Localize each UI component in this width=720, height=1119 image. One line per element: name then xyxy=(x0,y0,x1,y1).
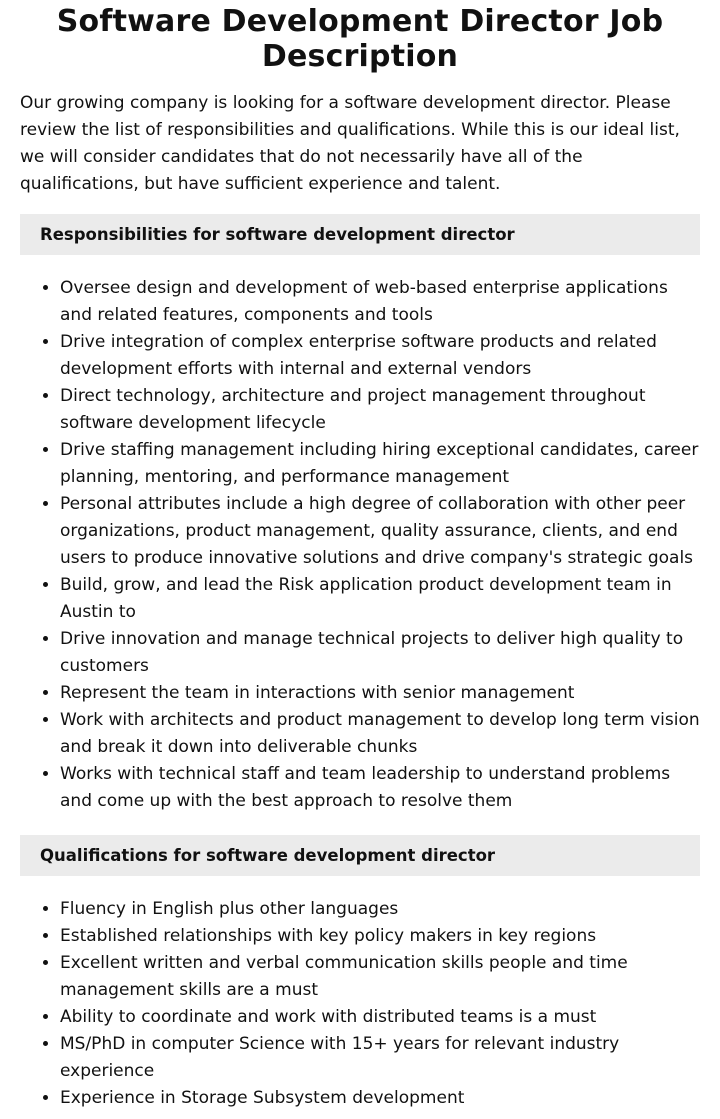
responsibilities-list xyxy=(20,275,700,815)
intro-paragraph: Our growing company is looking for a software development director. Please review the list of responsibilities and qualifications. While this is our ideal list, we will consider candidates that do not necessarily have all of the qualifications, but have sufficient experience and talent. xyxy=(20,93,680,194)
list-item: • Drive integration of complex enterprise software products and related development efforts with internal and external vendors xyxy=(60,329,700,383)
list-item: • Experience in Storage Subsystem development xyxy=(60,1085,700,1112)
list-item: • MS/PhD in computer Science with 15+ years for relevant industry experience xyxy=(60,1031,700,1085)
list-item: • Direct technology, architecture and project management throughout software development lifecycle xyxy=(60,383,700,437)
list-item: • Works with technical staff and team leadership to understand problems and come up with the best approach to resolve them xyxy=(60,761,700,815)
qualifications-heading: Qualifications for software development director xyxy=(20,835,700,876)
list-item: • Represent the team in interactions with senior management xyxy=(60,680,700,707)
list-item: • Established relationships with key policy makers in key regions xyxy=(60,923,700,950)
list-item: • Oversee design and development of web-based enterprise applications and related features, components and tools xyxy=(60,275,700,329)
list-item: • Drive staffing management including hiring exceptional candidates, career planning, mentoring, and performance management xyxy=(60,437,700,491)
page-title: Software Development Director Job Description xyxy=(56,4,664,74)
list-item: • Work with architects and product management to develop long term vision and break it down into deliverable chunks xyxy=(60,707,700,761)
list-item: • Excellent written and verbal communication skills people and time management skills are a must xyxy=(60,950,700,1004)
list-item: • Drive innovation and manage technical projects to deliver high quality to customers xyxy=(60,626,700,680)
list-item: • Ability to coordinate and work with distributed teams is a must xyxy=(60,1004,700,1031)
list-item: • Fluency in English plus other languages xyxy=(60,896,700,923)
responsibilities-heading: Responsibilities for software development director xyxy=(20,214,700,255)
list-item: • Build, grow, and lead the Risk application product development team in Austin to xyxy=(60,572,700,626)
qualifications-list xyxy=(20,896,700,1112)
list-item: • Personal attributes include a high degree of collaboration with other peer organizations, product management, quality assurance, clients, and end users to produce innovative solutions and drive company's strategic goals xyxy=(60,491,700,572)
